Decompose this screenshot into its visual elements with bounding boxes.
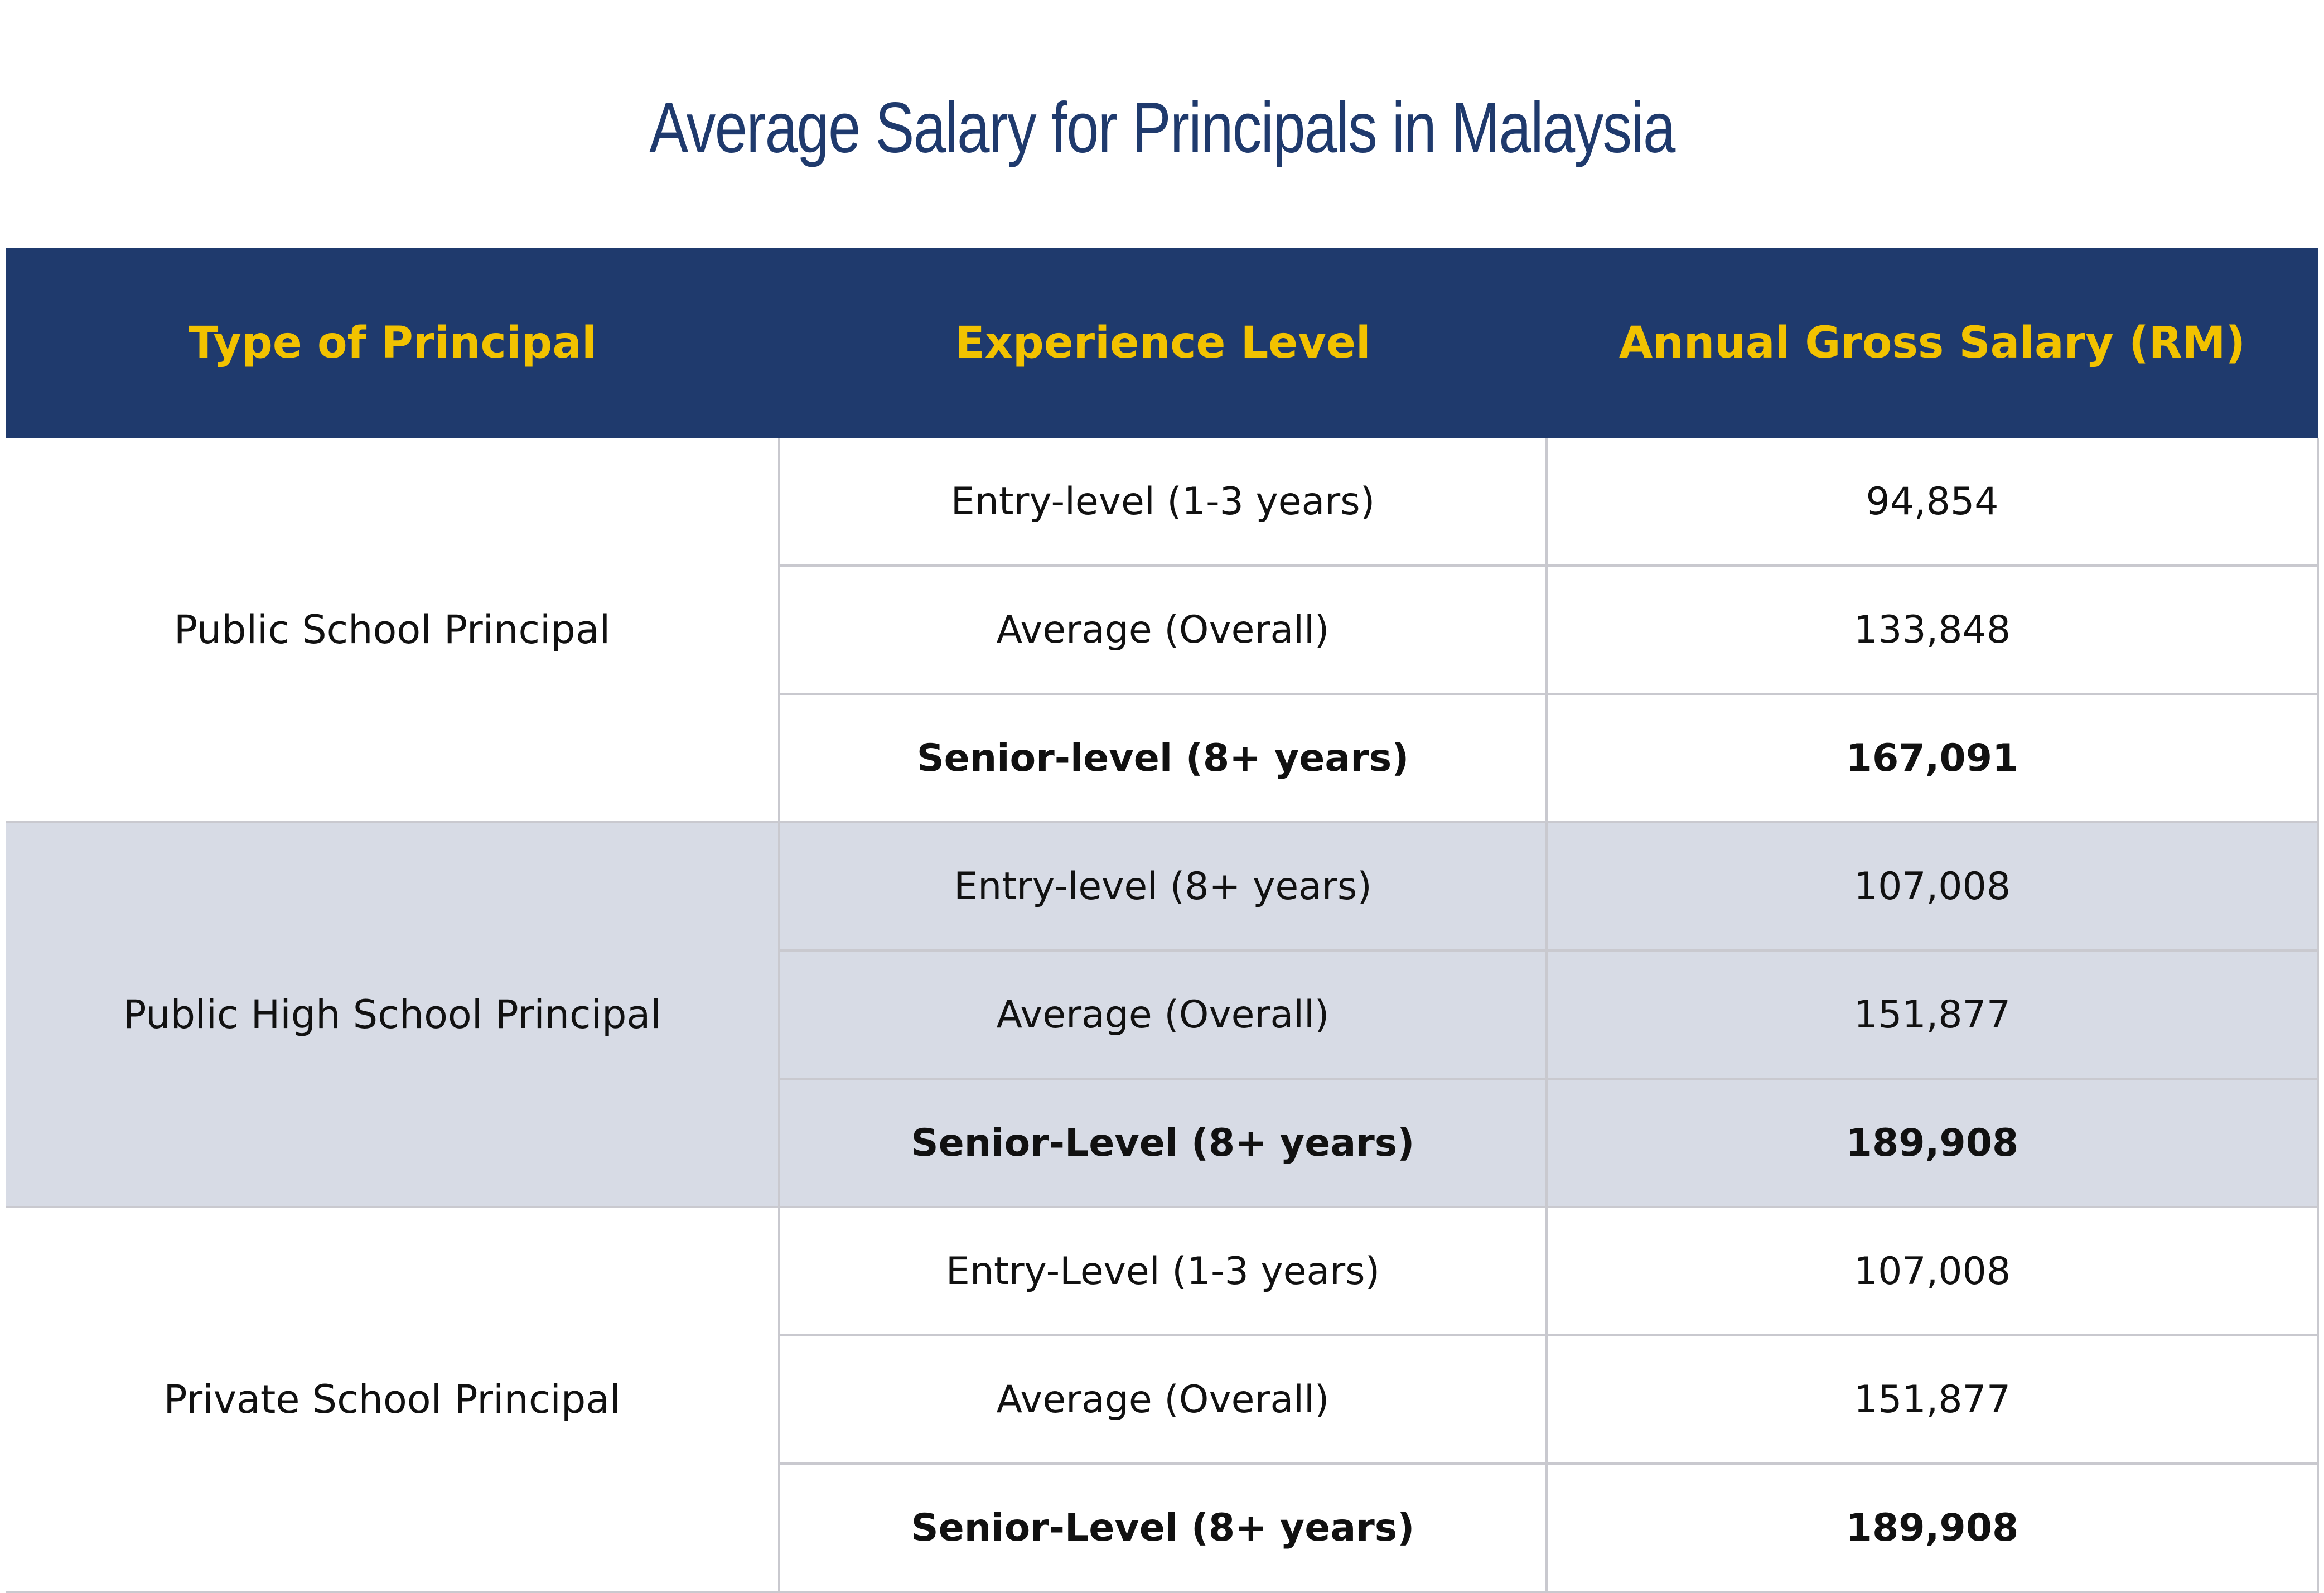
principal-type-cell: Private School Principal	[6, 1207, 779, 1592]
table-row	[6, 822, 2318, 950]
salary-cell: 167,091	[1547, 694, 2318, 822]
salary-cell: 189,908	[1547, 1464, 2318, 1592]
salary-cell: 94,854	[1547, 438, 2318, 566]
salary-cell: 189,908	[1547, 1079, 2318, 1207]
principal-type-cell: Public School Principal	[6, 438, 779, 822]
principal-type-cell: Public High School Principal	[6, 822, 779, 1207]
salary-table	[6, 248, 2319, 1593]
salary-cell: 107,008	[1547, 822, 2318, 950]
salary-cell: 151,877	[1547, 1335, 2318, 1464]
salary-cell: 107,008	[1547, 1207, 2318, 1335]
table-header-row	[6, 248, 2318, 438]
salary-cell: 151,877	[1547, 950, 2318, 1079]
experience-cell: Entry-level (8+ years)	[779, 822, 1547, 950]
table-row	[6, 438, 2318, 566]
salary-cell: 133,848	[1547, 566, 2318, 694]
column-header-type: Type of Principal	[6, 248, 779, 438]
table-row	[6, 1207, 2318, 1335]
column-header-experience: Experience Level	[779, 248, 1547, 438]
experience-cell: Average (Overall)	[779, 1335, 1547, 1464]
page-title: Average Salary for Principals in Malaysia	[649, 88, 1675, 168]
experience-cell: Senior-Level (8+ years)	[779, 1464, 1547, 1592]
experience-cell: Senior-level (8+ years)	[779, 694, 1547, 822]
experience-cell: Entry-Level (1-3 years)	[779, 1207, 1547, 1335]
experience-cell: Senior-Level (8+ years)	[779, 1079, 1547, 1207]
experience-cell: Average (Overall)	[779, 950, 1547, 1079]
experience-cell: Entry-level (1-3 years)	[779, 438, 1547, 566]
experience-cell: Average (Overall)	[779, 566, 1547, 694]
column-header-salary: Annual Gross Salary (RM)	[1547, 248, 2318, 438]
